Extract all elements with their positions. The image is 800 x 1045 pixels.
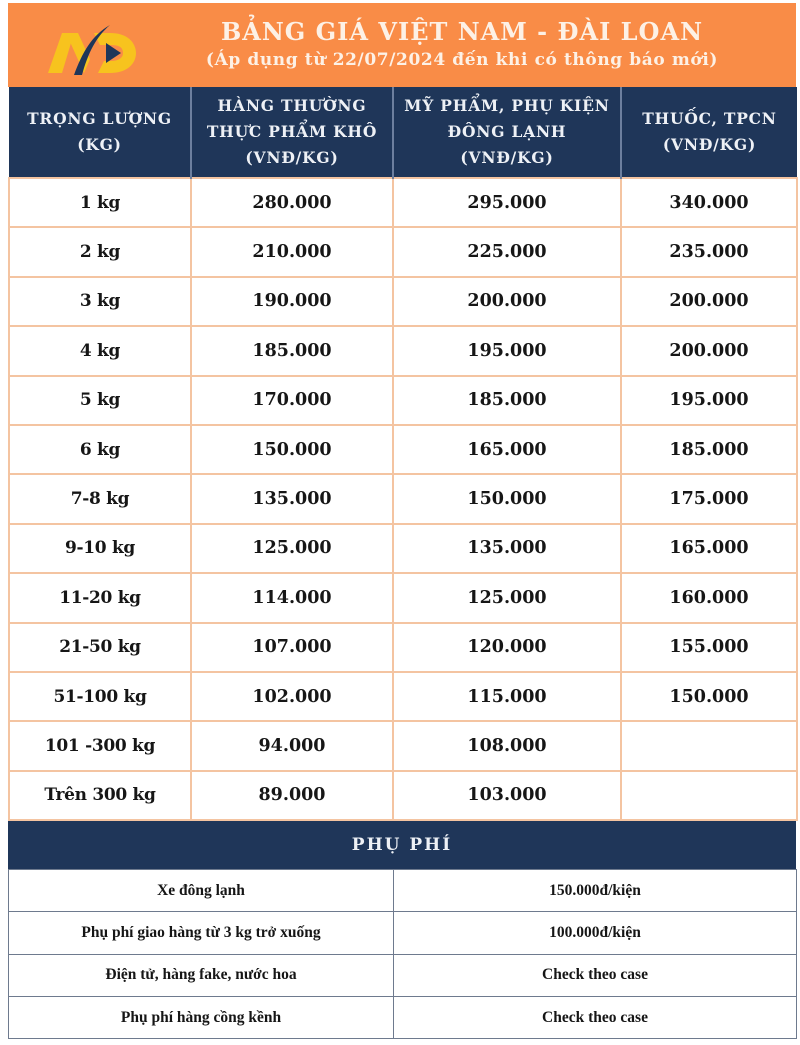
regular-price-cell: 150.000 <box>191 425 393 474</box>
surcharge-row <box>9 954 797 996</box>
medicine-price-cell: 165.000 <box>621 524 797 573</box>
table-row <box>9 623 797 672</box>
weight-cell: 11-20 kg <box>9 573 191 622</box>
regular-price-cell: 135.000 <box>191 474 393 523</box>
table-row <box>9 277 797 326</box>
weight-cell: 2 kg <box>9 227 191 276</box>
medicine-price-cell: 150.000 <box>621 672 797 721</box>
column-header-medicine: THUỐC, TPCN (VNĐ/KG) <box>621 87 797 178</box>
surcharge-fee: 150.000đ/kiện <box>394 870 797 912</box>
surcharge-row <box>9 912 797 954</box>
table-row <box>9 573 797 622</box>
regular-price-cell: 210.000 <box>191 227 393 276</box>
table-row <box>9 376 797 425</box>
regular-price-cell: 170.000 <box>191 376 393 425</box>
cosmetics-price-cell: 135.000 <box>393 524 621 573</box>
weight-cell: 4 kg <box>9 326 191 375</box>
banner-header <box>8 3 796 87</box>
cosmetics-price-cell: 103.000 <box>393 771 621 820</box>
md-logo-play-icon <box>44 21 140 77</box>
cosmetics-price-cell: 165.000 <box>393 425 621 474</box>
cosmetics-price-cell: 108.000 <box>393 721 621 770</box>
medicine-price-cell <box>621 721 797 770</box>
table-header-row <box>9 87 797 178</box>
surcharge-fee: Check theo case <box>394 996 797 1038</box>
table-row <box>9 474 797 523</box>
surcharge-row <box>9 996 797 1038</box>
surcharge-fee: Check theo case <box>394 954 797 996</box>
medicine-price-cell: 175.000 <box>621 474 797 523</box>
weight-cell: 6 kg <box>9 425 191 474</box>
table-row <box>9 721 797 770</box>
column-header-regular-goods: HÀNG THƯỜNG THỰC PHẨM KHÔ (VNĐ/KG) <box>191 87 393 178</box>
regular-price-cell: 107.000 <box>191 623 393 672</box>
weight-cell: 9-10 kg <box>9 524 191 573</box>
weight-cell: 5 kg <box>9 376 191 425</box>
weight-cell: 101 -300 kg <box>9 721 191 770</box>
weight-cell: 3 kg <box>9 277 191 326</box>
cosmetics-price-cell: 120.000 <box>393 623 621 672</box>
price-sheet <box>8 3 796 1039</box>
effective-date-subtitle: (Áp dụng từ 22/07/2024 đến khi có thông báo mới) <box>205 50 719 70</box>
table-row <box>9 227 797 276</box>
regular-price-cell: 280.000 <box>191 178 393 227</box>
cosmetics-price-cell: 150.000 <box>393 474 621 523</box>
medicine-price-cell <box>621 771 797 820</box>
surcharge-fee: 100.000đ/kiện <box>394 912 797 954</box>
cosmetics-price-cell: 115.000 <box>393 672 621 721</box>
surcharge-item: Phụ phí hàng cồng kềnh <box>9 996 394 1038</box>
cosmetics-price-cell: 295.000 <box>393 178 621 227</box>
regular-price-cell: 89.000 <box>191 771 393 820</box>
surcharge-item: Phụ phí giao hàng từ 3 kg trở xuống <box>9 912 394 954</box>
medicine-price-cell: 185.000 <box>621 425 797 474</box>
surcharge-row <box>9 870 797 912</box>
cosmetics-price-cell: 125.000 <box>393 573 621 622</box>
regular-price-cell: 102.000 <box>191 672 393 721</box>
page-title: BẢNG GIÁ VIỆT NAM - ĐÀI LOAN <box>220 17 704 46</box>
surcharge-item: Điện tử, hàng fake, nước hoa <box>9 954 394 996</box>
table-row <box>9 771 797 820</box>
regular-price-cell: 94.000 <box>191 721 393 770</box>
weight-cell: Trên 300 kg <box>9 771 191 820</box>
cosmetics-price-cell: 225.000 <box>393 227 621 276</box>
table-row <box>9 178 797 227</box>
medicine-price-cell: 200.000 <box>621 326 797 375</box>
weight-cell: 1 kg <box>9 178 191 227</box>
table-row <box>9 326 797 375</box>
surcharge-table <box>8 869 797 1039</box>
column-header-weight: TRỌNG LƯỢNG (KG) <box>9 87 191 178</box>
table-row <box>9 524 797 573</box>
weight-cell: 21-50 kg <box>9 623 191 672</box>
surcharge-item: Xe đông lạnh <box>9 870 394 912</box>
price-table <box>8 87 798 821</box>
regular-price-cell: 190.000 <box>191 277 393 326</box>
medicine-price-cell: 340.000 <box>621 178 797 227</box>
regular-price-cell: 125.000 <box>191 524 393 573</box>
cosmetics-price-cell: 200.000 <box>393 277 621 326</box>
cosmetics-price-cell: 195.000 <box>393 326 621 375</box>
weight-cell: 7-8 kg <box>9 474 191 523</box>
medicine-price-cell: 200.000 <box>621 277 797 326</box>
medicine-price-cell: 195.000 <box>621 376 797 425</box>
cosmetics-price-cell: 185.000 <box>393 376 621 425</box>
column-header-cosmetics: MỸ PHẨM, PHỤ KIỆN ĐÔNG LẠNH (VNĐ/KG) <box>393 87 621 178</box>
medicine-price-cell: 235.000 <box>621 227 797 276</box>
regular-price-cell: 185.000 <box>191 326 393 375</box>
medicine-price-cell: 155.000 <box>621 623 797 672</box>
table-row <box>9 425 797 474</box>
weight-cell: 51-100 kg <box>9 672 191 721</box>
medicine-price-cell: 160.000 <box>621 573 797 622</box>
table-row <box>9 672 797 721</box>
regular-price-cell: 114.000 <box>191 573 393 622</box>
surcharge-section-title: PHỤ PHÍ <box>8 821 796 869</box>
